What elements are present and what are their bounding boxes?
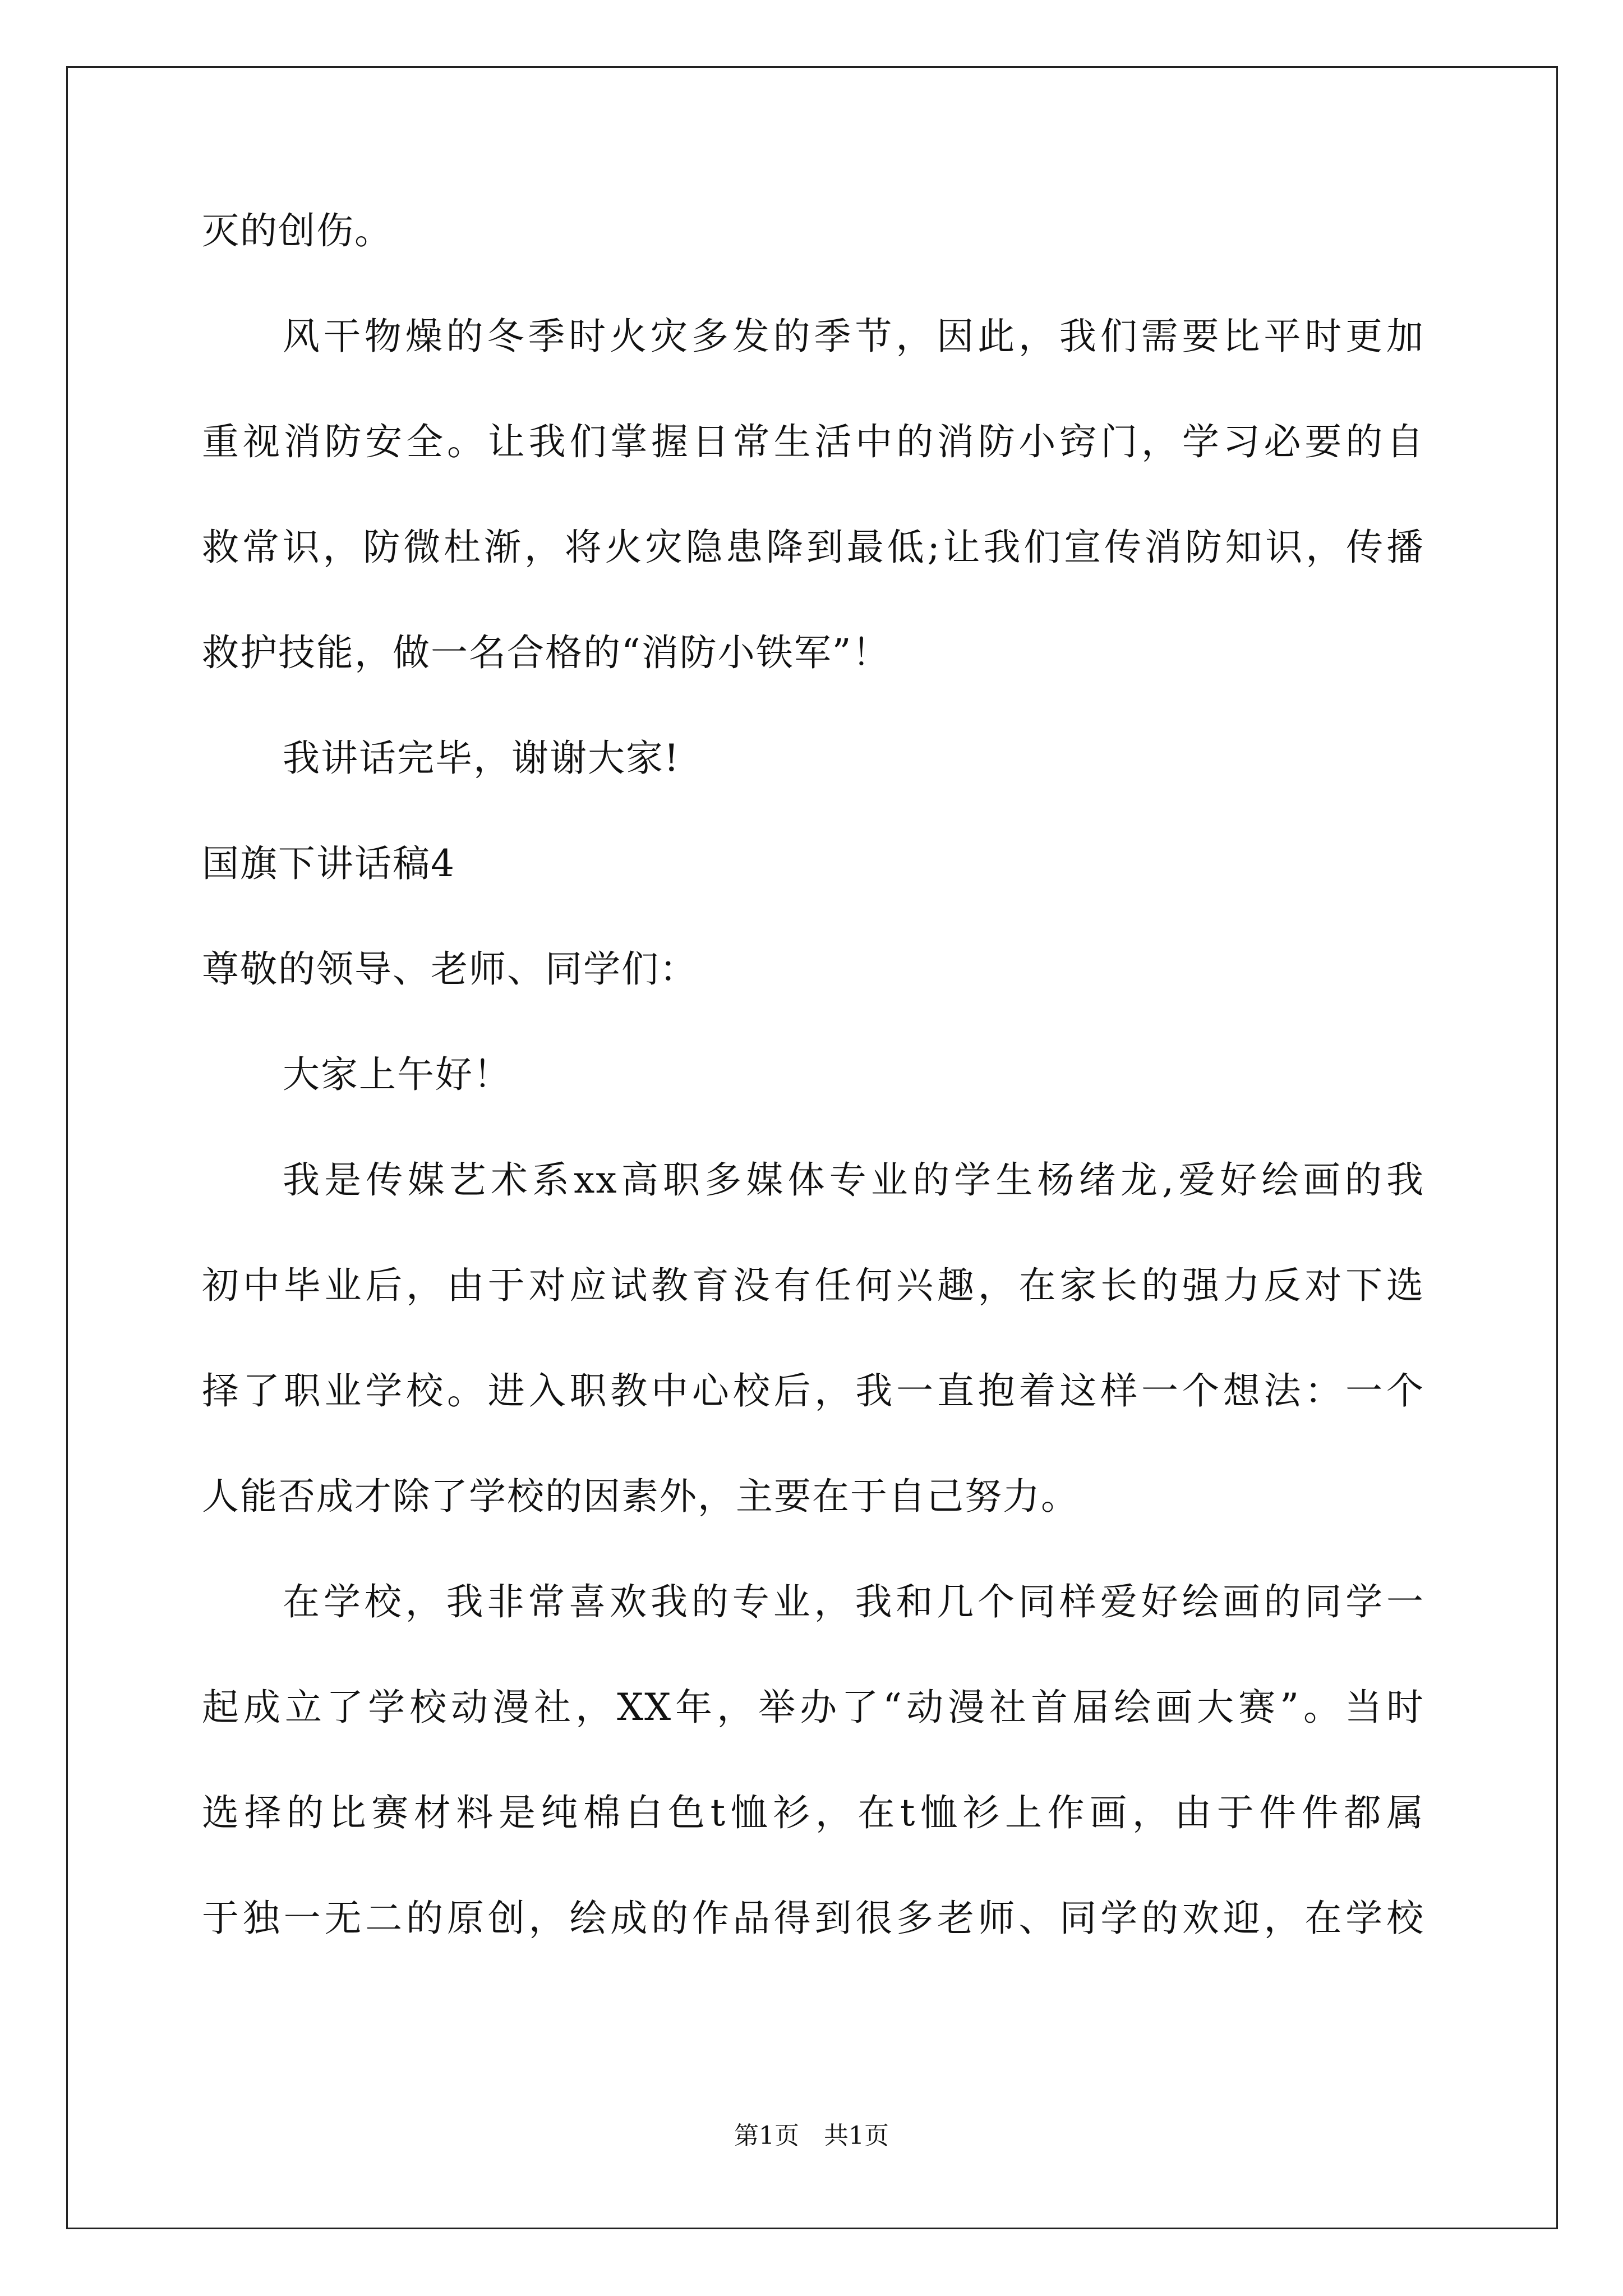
paragraph-line: 初中毕业后，由于对应试教育没有任何兴趣，在家长的强力反对下选 xyxy=(202,1264,1424,1307)
paragraph-line: 重视消防安全。让我们掌握日常生活中的消防小窍门，学习必要的自 xyxy=(202,420,1424,463)
paragraph-line: 选择的比赛材料是纯棉白色t恤衫，在t恤衫上作画，由于件件都属 xyxy=(202,1791,1424,1834)
paragraph-line: 在学校，我非常喜欢我的专业，我和几个同样爱好绘画的同学一 xyxy=(283,1580,1424,1623)
paragraph-line: 救常识，防微杜渐，将火灾隐患降到最低;让我们宣传消防知识，传播 xyxy=(202,526,1424,569)
paragraph-line: 灭的创伤。 xyxy=(202,209,393,252)
paragraph-line: 于独一无二的原创，绘成的作品得到很多老师、同学的欢迎，在学校 xyxy=(202,1897,1424,1940)
section-heading: 国旗下讲话稿4 xyxy=(202,842,455,885)
paragraph-line: 风干物燥的冬季时火灾多发的季节，因此，我们需要比平时更加 xyxy=(283,315,1424,358)
paragraph-line: 我是传媒艺术系xx高职多媒体专业的学生杨绪龙,爱好绘画的我 xyxy=(283,1158,1424,1202)
paragraph-line: 我讲话完毕，谢谢大家! xyxy=(283,737,680,780)
paragraph-line: 人能否成才除了学校的因素外，主要在于自己努力。 xyxy=(202,1475,1079,1518)
salutation: 尊敬的领导、老师、同学们： xyxy=(202,947,698,991)
greeting: 大家上午好！ xyxy=(283,1053,511,1096)
document-body xyxy=(202,208,1424,1942)
page-number-footer: 第1页 共1页 xyxy=(734,2122,889,2150)
paragraph-line: 起成立了学校动漫社，XX年，举办了“动漫社首届绘画大赛”。当时 xyxy=(202,1686,1424,1729)
paragraph-line: 择了职业学校。进入职教中心校后，我一直抱着这样一个想法：一个 xyxy=(202,1369,1424,1412)
paragraph-line: 救护技能，做一名合格的“消防小铁军”！ xyxy=(202,631,891,674)
